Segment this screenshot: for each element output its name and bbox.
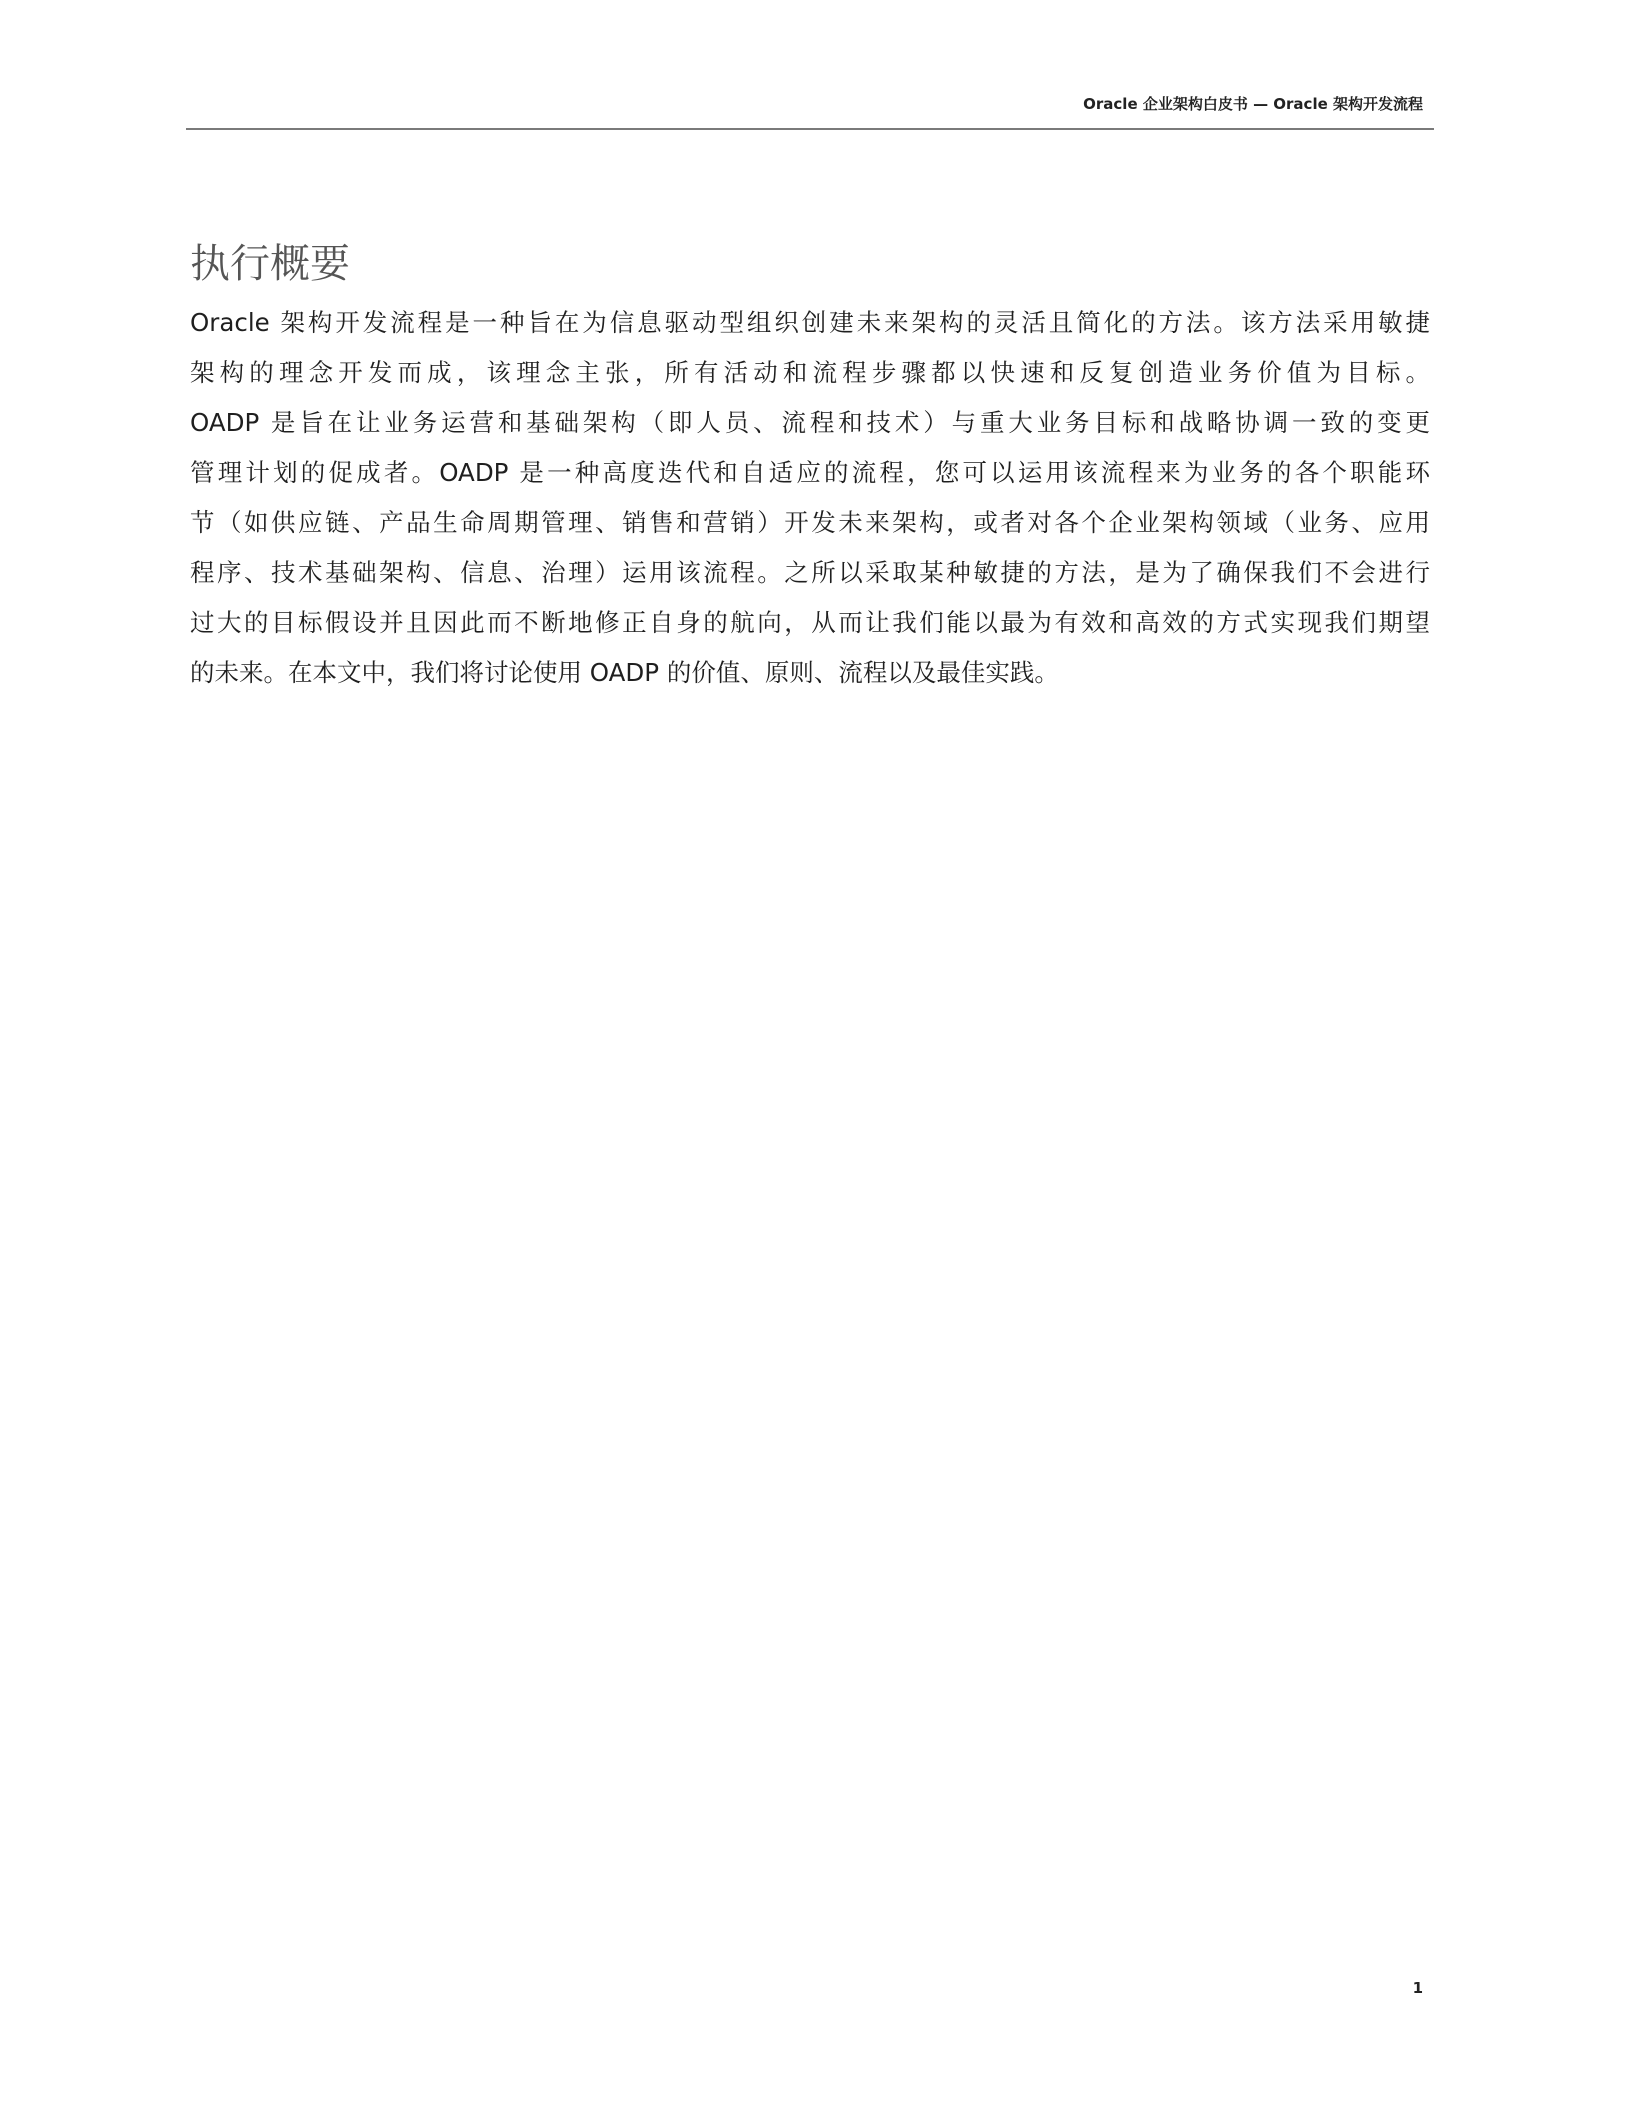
paragraph-line: 过大的目标假设并且因此而不断地修正自身的航向，从而让我们能以最为有效和高效的方式实现我们期望 (190, 608, 1430, 637)
paragraph-line: Oracle 架构开发流程是一种旨在为信息驱动型组织创建未来架构的灵活且简化的方法。该方法采用敏捷 (190, 308, 1430, 337)
header-divider (186, 128, 1434, 130)
executive-summary-paragraph (190, 298, 1430, 698)
paragraph-line: 节（如供应链、产品生命周期管理、销售和营销）开发未来架构，或者对各个企业架构领域（业务、应用 (190, 508, 1430, 537)
paragraph-line: 的未来。在本文中，我们将讨论使用 OADP 的价值、原则、流程以及最佳实践。 (190, 658, 1059, 687)
paragraph-line: 管理计划的促成者。OADP 是一种高度迭代和自适应的流程，您可以运用该流程来为业务的各个职能环 (190, 458, 1430, 487)
running-header: Oracle 企业架构白皮书 — Oracle 架构开发流程 (1083, 95, 1423, 113)
page-number: 1 (1412, 1979, 1423, 1997)
paragraph-line: 程序、技术基础架构、信息、治理）运用该流程。之所以采取某种敏捷的方法，是为了确保我们不会进行 (190, 558, 1430, 587)
paragraph-line: 架构的理念开发而成，该理念主张，所有活动和流程步骤都以快速和反复创造业务价值为目标。 (190, 358, 1430, 387)
section-title: 执行概要 (190, 241, 350, 287)
paragraph-line: OADP 是旨在让业务运营和基础架构（即人员、流程和技术）与重大业务目标和战略协调一致的变更 (190, 408, 1430, 437)
